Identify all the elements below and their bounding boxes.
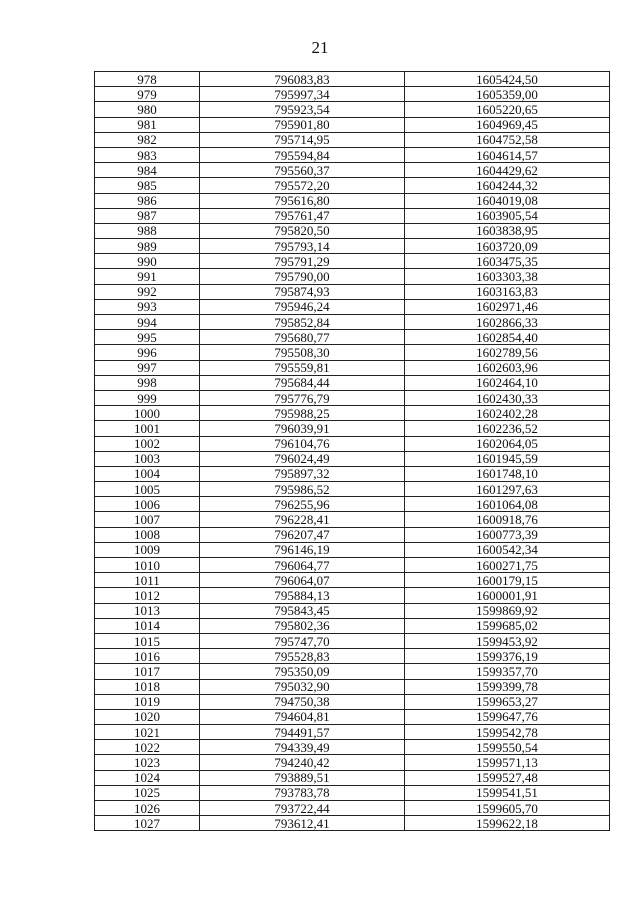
table-row [95, 816, 610, 831]
y-coordinate-cell: 1604614,57 [405, 147, 610, 162]
y-coordinate-cell: 1599357,70 [405, 664, 610, 679]
y-coordinate-cell: 1602064,05 [405, 436, 610, 451]
y-coordinate-cell: 1599869,92 [405, 603, 610, 618]
y-coordinate-cell: 1603905,54 [405, 208, 610, 223]
x-coordinate-cell: 794240,42 [200, 755, 405, 770]
x-coordinate-cell: 794750,38 [200, 694, 405, 709]
point-number-cell: 999 [95, 390, 200, 405]
point-number-cell: 989 [95, 239, 200, 254]
y-coordinate-cell: 1600773,39 [405, 527, 610, 542]
table-row [95, 770, 610, 785]
table-row [95, 709, 610, 724]
table-row [95, 785, 610, 800]
y-coordinate-cell: 1600179,15 [405, 573, 610, 588]
x-coordinate-cell: 796228,41 [200, 512, 405, 527]
y-coordinate-cell: 1599541,51 [405, 785, 610, 800]
x-coordinate-cell: 795820,50 [200, 223, 405, 238]
y-coordinate-cell: 1599685,02 [405, 618, 610, 633]
x-coordinate-cell: 795946,24 [200, 299, 405, 314]
table-row [95, 512, 610, 527]
coordinates-table [94, 71, 610, 831]
point-number-cell: 1006 [95, 497, 200, 512]
point-number-cell: 994 [95, 315, 200, 330]
table-row [95, 679, 610, 694]
x-coordinate-cell: 793722,44 [200, 801, 405, 816]
page-number: 21 [311, 38, 329, 57]
point-number-cell: 1002 [95, 436, 200, 451]
table-row [95, 542, 610, 557]
x-coordinate-cell: 795843,45 [200, 603, 405, 618]
x-coordinate-cell: 795997,34 [200, 87, 405, 102]
point-number-cell: 1016 [95, 649, 200, 664]
x-coordinate-cell: 796064,07 [200, 573, 405, 588]
y-coordinate-cell: 1599605,70 [405, 801, 610, 816]
x-coordinate-cell: 796024,49 [200, 451, 405, 466]
y-coordinate-cell: 1599647,76 [405, 709, 610, 724]
table-row [95, 345, 610, 360]
x-coordinate-cell: 794604,81 [200, 709, 405, 724]
table-row [95, 421, 610, 436]
x-coordinate-cell: 795684,44 [200, 375, 405, 390]
x-coordinate-cell: 795874,93 [200, 284, 405, 299]
x-coordinate-cell: 795572,20 [200, 178, 405, 193]
table-row [95, 406, 610, 421]
point-number-cell: 988 [95, 223, 200, 238]
y-coordinate-cell: 1604429,62 [405, 163, 610, 178]
point-number-cell: 1009 [95, 542, 200, 557]
point-number-cell: 998 [95, 375, 200, 390]
point-number-cell: 1025 [95, 785, 200, 800]
x-coordinate-cell: 795747,70 [200, 633, 405, 648]
y-coordinate-cell: 1603475,35 [405, 254, 610, 269]
y-coordinate-cell: 1604969,45 [405, 117, 610, 132]
table-row [95, 633, 610, 648]
x-coordinate-cell: 795714,95 [200, 132, 405, 147]
x-coordinate-cell: 795594,84 [200, 147, 405, 162]
y-coordinate-cell: 1602866,33 [405, 315, 610, 330]
point-number-cell: 981 [95, 117, 200, 132]
x-coordinate-cell: 795852,84 [200, 315, 405, 330]
point-number-cell: 990 [95, 254, 200, 269]
point-number-cell: 992 [95, 284, 200, 299]
y-coordinate-cell: 1602603,96 [405, 360, 610, 375]
point-number-cell: 1013 [95, 603, 200, 618]
x-coordinate-cell: 795528,83 [200, 649, 405, 664]
point-number-cell: 1017 [95, 664, 200, 679]
x-coordinate-cell: 795508,30 [200, 345, 405, 360]
y-coordinate-cell: 1601748,10 [405, 466, 610, 481]
x-coordinate-cell: 796146,19 [200, 542, 405, 557]
point-number-cell: 987 [95, 208, 200, 223]
y-coordinate-cell: 1599453,92 [405, 633, 610, 648]
table-row [95, 694, 610, 709]
y-coordinate-cell: 1601297,63 [405, 482, 610, 497]
point-number-cell: 1004 [95, 466, 200, 481]
point-number-cell: 1014 [95, 618, 200, 633]
x-coordinate-cell: 794491,57 [200, 725, 405, 740]
point-number-cell: 996 [95, 345, 200, 360]
y-coordinate-cell: 1600918,76 [405, 512, 610, 527]
point-number-cell: 1020 [95, 709, 200, 724]
table-row [95, 375, 610, 390]
table-row [95, 269, 610, 284]
y-coordinate-cell: 1599376,19 [405, 649, 610, 664]
y-coordinate-cell: 1605359,00 [405, 87, 610, 102]
x-coordinate-cell: 795680,77 [200, 330, 405, 345]
y-coordinate-cell: 1602971,46 [405, 299, 610, 314]
point-number-cell: 979 [95, 87, 200, 102]
table-row [95, 725, 610, 740]
x-coordinate-cell: 795350,09 [200, 664, 405, 679]
table-row [95, 436, 610, 451]
table-row [95, 649, 610, 664]
table-row [95, 664, 610, 679]
x-coordinate-cell: 796039,91 [200, 421, 405, 436]
table-row [95, 239, 610, 254]
x-coordinate-cell: 796064,77 [200, 558, 405, 573]
y-coordinate-cell: 1602236,52 [405, 421, 610, 436]
table-row [95, 573, 610, 588]
x-coordinate-cell: 795559,81 [200, 360, 405, 375]
table-row [95, 482, 610, 497]
y-coordinate-cell: 1603720,09 [405, 239, 610, 254]
y-coordinate-cell: 1602464,10 [405, 375, 610, 390]
point-number-cell: 991 [95, 269, 200, 284]
x-coordinate-cell: 793889,51 [200, 770, 405, 785]
table-row [95, 254, 610, 269]
table-row [95, 740, 610, 755]
table-row [95, 588, 610, 603]
point-number-cell: 993 [95, 299, 200, 314]
point-number-cell: 1000 [95, 406, 200, 421]
y-coordinate-cell: 1599571,13 [405, 755, 610, 770]
y-coordinate-cell: 1600542,34 [405, 542, 610, 557]
table-row [95, 72, 610, 87]
x-coordinate-cell: 795988,25 [200, 406, 405, 421]
point-number-cell: 1021 [95, 725, 200, 740]
point-number-cell: 1011 [95, 573, 200, 588]
point-number-cell: 1001 [95, 421, 200, 436]
table-row [95, 315, 610, 330]
y-coordinate-cell: 1599399,78 [405, 679, 610, 694]
point-number-cell: 1003 [95, 451, 200, 466]
x-coordinate-cell: 795032,90 [200, 679, 405, 694]
point-number-cell: 1026 [95, 801, 200, 816]
point-number-cell: 1022 [95, 740, 200, 755]
y-coordinate-cell: 1599653,27 [405, 694, 610, 709]
table-row [95, 132, 610, 147]
y-coordinate-cell: 1605424,50 [405, 72, 610, 87]
x-coordinate-cell: 795901,80 [200, 117, 405, 132]
table-row [95, 117, 610, 132]
table-row [95, 497, 610, 512]
point-number-cell: 1027 [95, 816, 200, 831]
x-coordinate-cell: 795616,80 [200, 193, 405, 208]
table-row [95, 390, 610, 405]
table-row [95, 618, 610, 633]
y-coordinate-cell: 1604019,08 [405, 193, 610, 208]
point-number-cell: 978 [95, 72, 200, 87]
y-coordinate-cell: 1602789,56 [405, 345, 610, 360]
x-coordinate-cell: 795790,00 [200, 269, 405, 284]
point-number-cell: 995 [95, 330, 200, 345]
y-coordinate-cell: 1604752,58 [405, 132, 610, 147]
table-row [95, 208, 610, 223]
table-row [95, 223, 610, 238]
x-coordinate-cell: 795923,54 [200, 102, 405, 117]
x-coordinate-cell: 795560,37 [200, 163, 405, 178]
table-row [95, 603, 610, 618]
point-number-cell: 986 [95, 193, 200, 208]
y-coordinate-cell: 1602854,40 [405, 330, 610, 345]
point-number-cell: 1007 [95, 512, 200, 527]
x-coordinate-cell: 793783,78 [200, 785, 405, 800]
y-coordinate-cell: 1603163,83 [405, 284, 610, 299]
table-row [95, 299, 610, 314]
table-row [95, 147, 610, 162]
point-number-cell: 1018 [95, 679, 200, 694]
point-number-cell: 1012 [95, 588, 200, 603]
table-row [95, 284, 610, 299]
x-coordinate-cell: 796207,47 [200, 527, 405, 542]
point-number-cell: 985 [95, 178, 200, 193]
table-row [95, 755, 610, 770]
point-number-cell: 997 [95, 360, 200, 375]
table-row [95, 330, 610, 345]
y-coordinate-cell: 1599542,78 [405, 725, 610, 740]
x-coordinate-cell: 795802,36 [200, 618, 405, 633]
y-coordinate-cell: 1603838,95 [405, 223, 610, 238]
x-coordinate-cell: 796083,83 [200, 72, 405, 87]
table-row [95, 178, 610, 193]
x-coordinate-cell: 795897,32 [200, 466, 405, 481]
y-coordinate-cell: 1601064,08 [405, 497, 610, 512]
y-coordinate-cell: 1600271,75 [405, 558, 610, 573]
table-row [95, 527, 610, 542]
x-coordinate-cell: 795791,29 [200, 254, 405, 269]
y-coordinate-cell: 1603303,38 [405, 269, 610, 284]
x-coordinate-cell: 795776,79 [200, 390, 405, 405]
table-row [95, 360, 610, 375]
point-number-cell: 982 [95, 132, 200, 147]
y-coordinate-cell: 1599622,18 [405, 816, 610, 831]
y-coordinate-cell: 1605220,65 [405, 102, 610, 117]
point-number-cell: 1010 [95, 558, 200, 573]
x-coordinate-cell: 795986,52 [200, 482, 405, 497]
table-row [95, 87, 610, 102]
point-number-cell: 1019 [95, 694, 200, 709]
point-number-cell: 984 [95, 163, 200, 178]
x-coordinate-cell: 795793,14 [200, 239, 405, 254]
x-coordinate-cell: 793612,41 [200, 816, 405, 831]
point-number-cell: 1015 [95, 633, 200, 648]
y-coordinate-cell: 1604244,32 [405, 178, 610, 193]
x-coordinate-cell: 796255,96 [200, 497, 405, 512]
y-coordinate-cell: 1600001,91 [405, 588, 610, 603]
point-number-cell: 1024 [95, 770, 200, 785]
x-coordinate-cell: 795761,47 [200, 208, 405, 223]
table-row [95, 451, 610, 466]
table-row [95, 466, 610, 481]
table-row [95, 163, 610, 178]
point-number-cell: 1008 [95, 527, 200, 542]
point-number-cell: 983 [95, 147, 200, 162]
coordinates-table-body [95, 72, 610, 831]
y-coordinate-cell: 1601945,59 [405, 451, 610, 466]
table-row [95, 801, 610, 816]
x-coordinate-cell: 794339,49 [200, 740, 405, 755]
x-coordinate-cell: 795884,13 [200, 588, 405, 603]
point-number-cell: 1005 [95, 482, 200, 497]
point-number-cell: 1023 [95, 755, 200, 770]
table-row [95, 102, 610, 117]
table-row [95, 193, 610, 208]
table-row [95, 558, 610, 573]
y-coordinate-cell: 1602430,33 [405, 390, 610, 405]
y-coordinate-cell: 1602402,28 [405, 406, 610, 421]
point-number-cell: 980 [95, 102, 200, 117]
x-coordinate-cell: 796104,76 [200, 436, 405, 451]
y-coordinate-cell: 1599527,48 [405, 770, 610, 785]
y-coordinate-cell: 1599550,54 [405, 740, 610, 755]
